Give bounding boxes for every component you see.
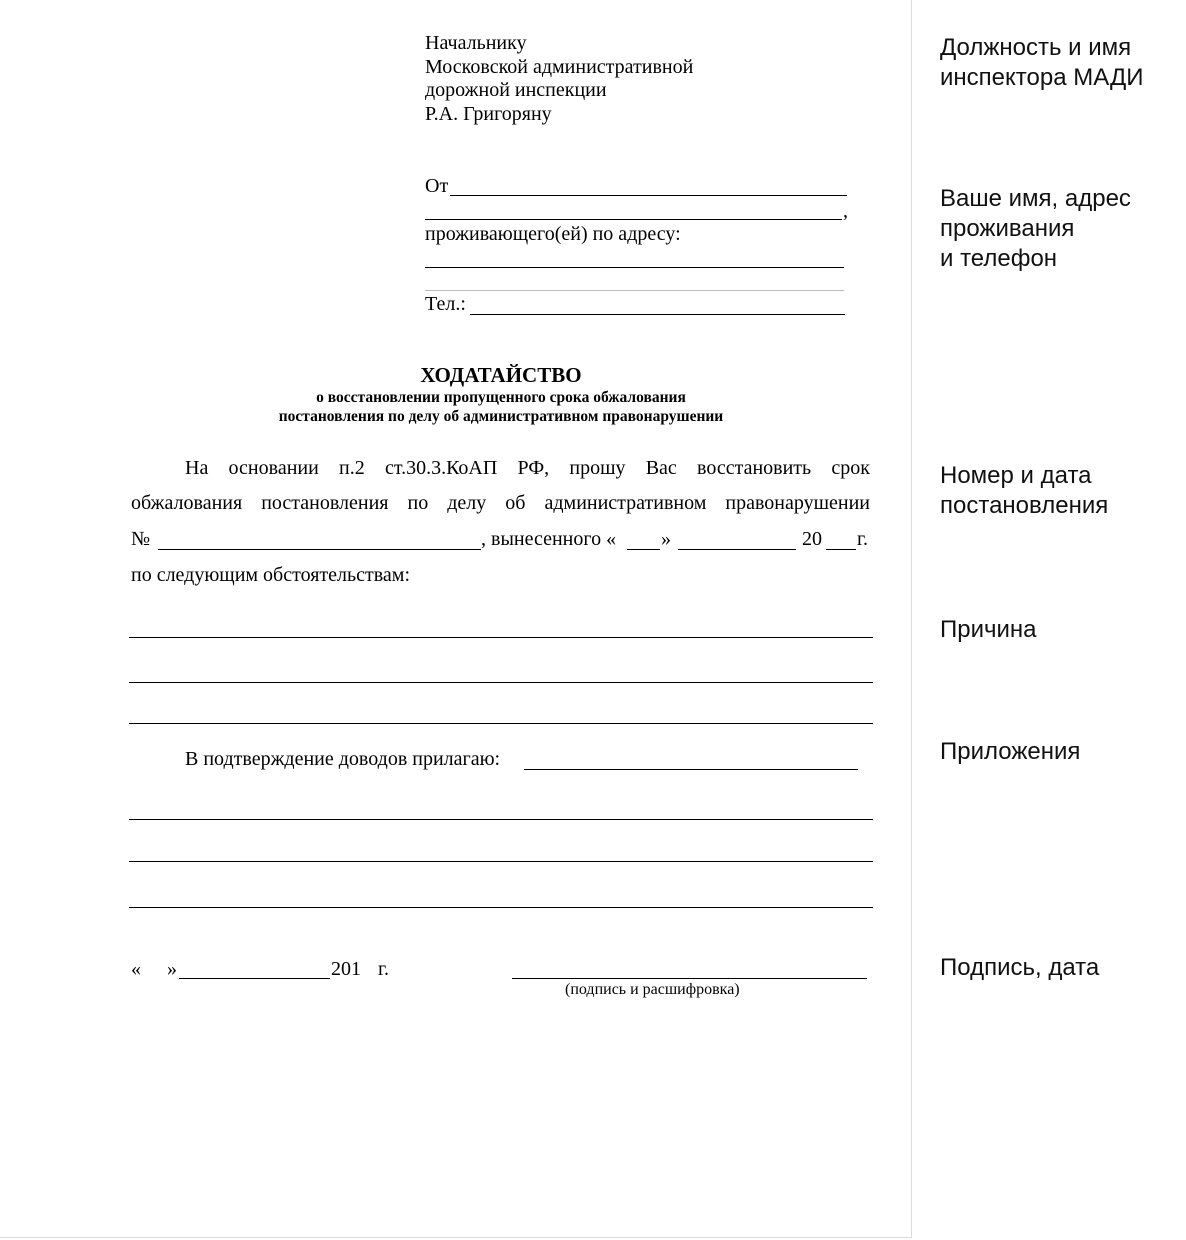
attach-line-0[interactable] bbox=[524, 769, 858, 770]
number-sign: № bbox=[131, 528, 151, 550]
annotation-line: Ваше имя, адрес bbox=[940, 185, 1131, 212]
annotation-line: Номер и дата bbox=[940, 462, 1092, 489]
annotation-inspector bbox=[940, 33, 1144, 93]
sign-year-suffix: г. bbox=[378, 958, 389, 980]
attach-line-2[interactable] bbox=[129, 861, 873, 862]
annotation-signature: Подпись, дата bbox=[940, 954, 1100, 981]
document-subtitle-1: о восстановлении пропущенного срока обжалования bbox=[316, 389, 686, 406]
annotation-resolution bbox=[940, 461, 1108, 521]
comma: , bbox=[843, 200, 848, 222]
month-line[interactable] bbox=[678, 549, 796, 550]
recipient-line: дорожной инспекции bbox=[425, 79, 607, 101]
reason-line-3[interactable] bbox=[129, 723, 873, 724]
attach-label: В подтверждение доводов прилагаю: bbox=[185, 748, 501, 770]
signature-caption: (подпись и расшифровка) bbox=[565, 981, 740, 998]
reason-line-1[interactable] bbox=[129, 637, 873, 638]
phone-label: Тел.: bbox=[425, 293, 466, 315]
year-line[interactable] bbox=[826, 549, 856, 550]
quote-close: » bbox=[661, 528, 671, 550]
issued-label: , вынесенного « bbox=[481, 528, 617, 550]
reason-line-2[interactable] bbox=[129, 682, 873, 683]
address-label: проживающего(ей) по адресу: bbox=[425, 223, 681, 245]
from-name-line-2[interactable] bbox=[425, 219, 842, 220]
date-open-quote: « bbox=[131, 958, 141, 980]
attach-line-1[interactable] bbox=[129, 819, 873, 820]
day-line[interactable] bbox=[627, 549, 660, 550]
signature-line[interactable] bbox=[512, 978, 867, 979]
annotation-line: постановления bbox=[940, 492, 1109, 519]
circumstances-label: по следующим обстоятельствам: bbox=[131, 564, 411, 586]
annotation-line: проживания bbox=[940, 215, 1075, 242]
annotation-sender bbox=[940, 184, 1131, 274]
document-subtitle-2: постановления по делу об административном правонарушении bbox=[278, 408, 724, 425]
address-line-1[interactable] bbox=[425, 267, 844, 268]
annotation-line: и телефон bbox=[940, 245, 1058, 272]
year-suffix: г. bbox=[857, 528, 868, 550]
attach-line-3[interactable] bbox=[129, 907, 873, 908]
sign-date-line[interactable] bbox=[179, 978, 330, 979]
resolution-number-line[interactable] bbox=[158, 549, 481, 550]
date-close-quote: » bbox=[167, 958, 177, 980]
annotation-line: инспектора МАДИ bbox=[940, 64, 1144, 91]
document-title: ХОДАТАЙСТВО bbox=[420, 363, 582, 387]
annotation-attachments: Приложения bbox=[940, 738, 1081, 765]
paragraph-line-1: На основании п.2 ст.30.3.КоАП РФ, прошу Вас восстановить срок bbox=[185, 457, 870, 479]
year-prefix: 20 bbox=[802, 528, 822, 550]
address-line-2[interactable] bbox=[425, 290, 844, 291]
recipient-line: Начальнику bbox=[425, 32, 527, 54]
recipient-line: Московской административной bbox=[425, 55, 694, 78]
sign-year: 201 bbox=[331, 958, 361, 980]
phone-line[interactable] bbox=[470, 314, 845, 315]
paragraph-line-2: обжалования постановления по делу об административном правонарушении bbox=[131, 492, 870, 514]
annotation-reason: Причина bbox=[940, 616, 1037, 643]
recipient-block bbox=[425, 32, 693, 126]
from-name-line[interactable] bbox=[450, 195, 847, 196]
recipient-line: Р.А. Григоряну bbox=[425, 102, 552, 125]
annotation-line: Должность и имя bbox=[940, 34, 1132, 61]
from-label: От bbox=[425, 175, 449, 197]
